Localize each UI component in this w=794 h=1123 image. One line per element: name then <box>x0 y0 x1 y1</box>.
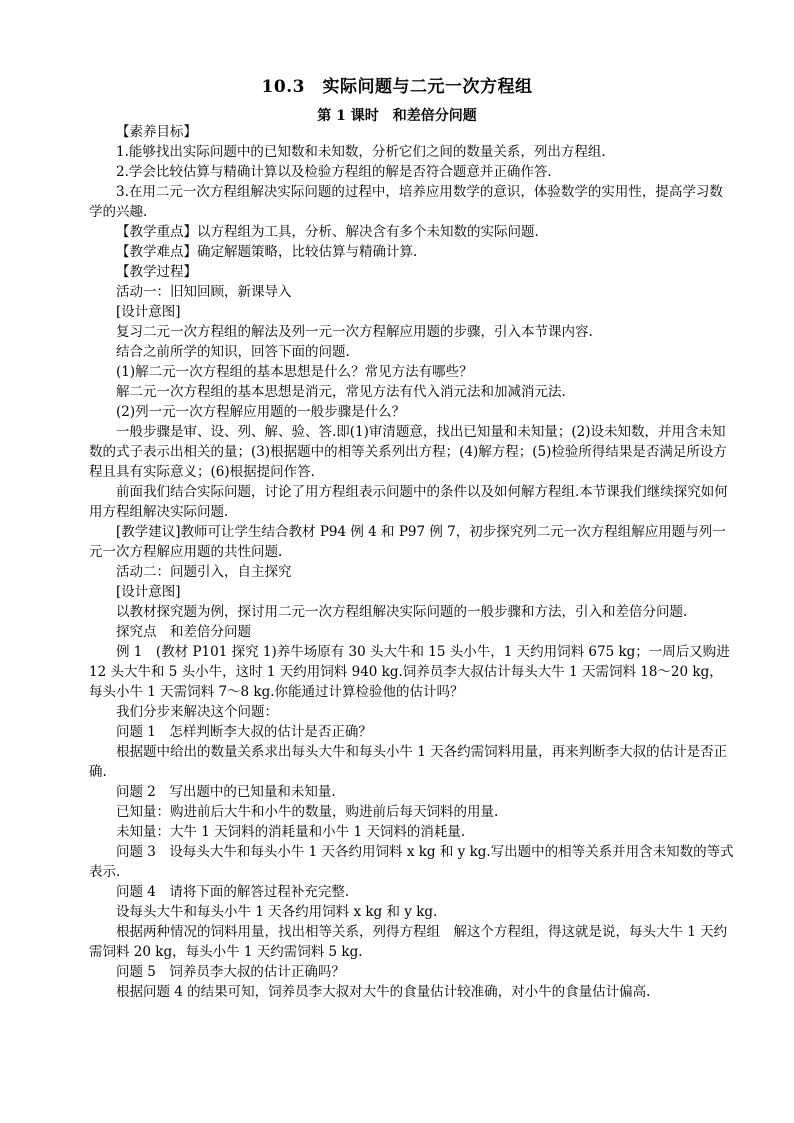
question-1: 问题 1 怎样判断李大叔的估计是否正确？ <box>116 724 372 740</box>
goal-2: 2.学会比较估算与精确计算以及检验方程组的解是否符合题意并正确作答. <box>116 164 552 180</box>
question-3: 问题 3 设每头大牛和每头小牛 1 天各约用饲料 x kg 和 y kg.写出题中的相等关系并用含未知数的等式表示. <box>89 844 734 880</box>
activity-1-heading: 活动一：旧知回顾，新课导入 <box>116 284 292 300</box>
paragraph: 以教材探究题为例，探讨用二元一次方程组解决实际问题的一般步骤和方法，引入和差倍分问题. <box>116 604 688 620</box>
paragraph: 我们分步来解决这个问题： <box>116 704 278 720</box>
document-body <box>89 122 734 1002</box>
answer: 根据题中给出的数量关系求出每头大牛和每头小牛 1 天各约需饲料用量，再来判断李大叔的估计是否正确. <box>89 744 728 780</box>
known-quantities: 已知量：购进前后大牛和小牛的数量，购进前后每天饲料的用量. <box>116 804 499 820</box>
example-1: 例 1 (教材 P101 探究 1)养牛场原有 30 头大牛和 15 头小牛，1 天约用饲料 675 kg；一周后又购进 12 头大牛和 5 头小牛，这时 1 天约用饲料 940 kg.饲养员李大叔估计每头大牛 1 天需饲料 18～20 kg，每头小牛 1 天需饲料 7～8 kg.你能通过计算检验他的估计吗？ <box>89 644 730 700</box>
answer: 解二元一次方程组的基本思想是消元，常见方法有代入消元法和加减消元法. <box>116 384 566 400</box>
question-5: 问题 5 饲养员李大叔的估计正确吗？ <box>116 964 345 980</box>
document-title: 10.3 实际问题与二元一次方程组 <box>261 77 533 97</box>
activity-2-heading: 活动二：问题引入，自主探究 <box>116 564 292 580</box>
design-intent-1: [设计意图] <box>116 304 181 320</box>
answer: 一般步骤是审、设、列、解、验、答.即(1)审清题意，找出已知量和未知量；(2)设未知数，并用含未知数的式子表示出相关的量；(3)根据题中的相等关系列出方程；(4)解方程；(5)检验所得结果是否满足所设方程且具有实际意义；(6)根据提问作答. <box>89 424 727 480</box>
paragraph: 根据两种情况的饲料用量，找出相等关系，列得方程组 解这个方程组，得这就是说，每头大牛 1 天约需饲料 20 kg，每头小牛 1 天约需饲料 5 kg. <box>89 924 728 960</box>
question: (2)列一元一次方程解应用题的一般步骤是什么？ <box>116 404 406 420</box>
difficult-point: 【教学难点】确定解题策略，比较估算与精确计算. <box>116 244 418 260</box>
unknown-quantities: 未知量：大牛 1 天饲料的消耗量和小牛 1 天饲料的消耗量. <box>116 824 466 840</box>
question-2: 问题 2 写出题中的已知量和未知量. <box>116 784 336 800</box>
section-heading-process: 【教学过程】 <box>116 264 197 280</box>
exploration-point: 探究点 和差倍分问题 <box>116 624 251 640</box>
paragraph: 前面我们结合实际问题，讨论了用方程组表示问题中的条件以及如何解方程组.本节课我们继续探究如何用方程组解决实际问题. <box>89 484 728 520</box>
paragraph: 复习二元一次方程组的解法及列一元一次方程解应用题的步骤，引入本节课内容. <box>116 324 593 340</box>
teaching-suggestion: [教学建议]教师可让学生结合教材 P94 例 4 和 P97 例 7，初步探究列二元一次方程组解应用题与列一元一次方程解应用题的共性问题. <box>89 524 726 560</box>
answer: 根据问题 4 的结果可知，饲养员李大叔对大牛的食量估计较准确，对小牛的食量估计偏高. <box>116 984 651 1000</box>
design-intent-2: [设计意图] <box>116 584 181 600</box>
paragraph: 设每头大牛和每头小牛 1 天各约用饲料 x kg 和 y kg. <box>116 904 438 920</box>
key-point: 【教学重点】以方程组为工具，分析、解决含有多个未知数的实际问题. <box>116 224 539 240</box>
question-4: 问题 4 请将下面的解答过程补充完整. <box>116 884 350 900</box>
document-subtitle: 第 1 课时 和差倍分问题 <box>317 108 477 124</box>
question: (1)解二元一次方程组的基本思想是什么？常见方法有哪些？ <box>116 364 473 380</box>
goal-1: 1.能够找出实际问题中的已知数和未知数，分析它们之间的数量关系，列出方程组. <box>116 144 606 160</box>
section-heading-goals: 【素养目标】 <box>116 124 197 140</box>
goal-3: 3.在用二元一次方程组解决实际问题的过程中，培养应用数学的意识，体验数学的实用性，提高学习数学的兴趣. <box>89 184 723 220</box>
paragraph: 结合之前所学的知识，回答下面的问题. <box>116 344 350 360</box>
